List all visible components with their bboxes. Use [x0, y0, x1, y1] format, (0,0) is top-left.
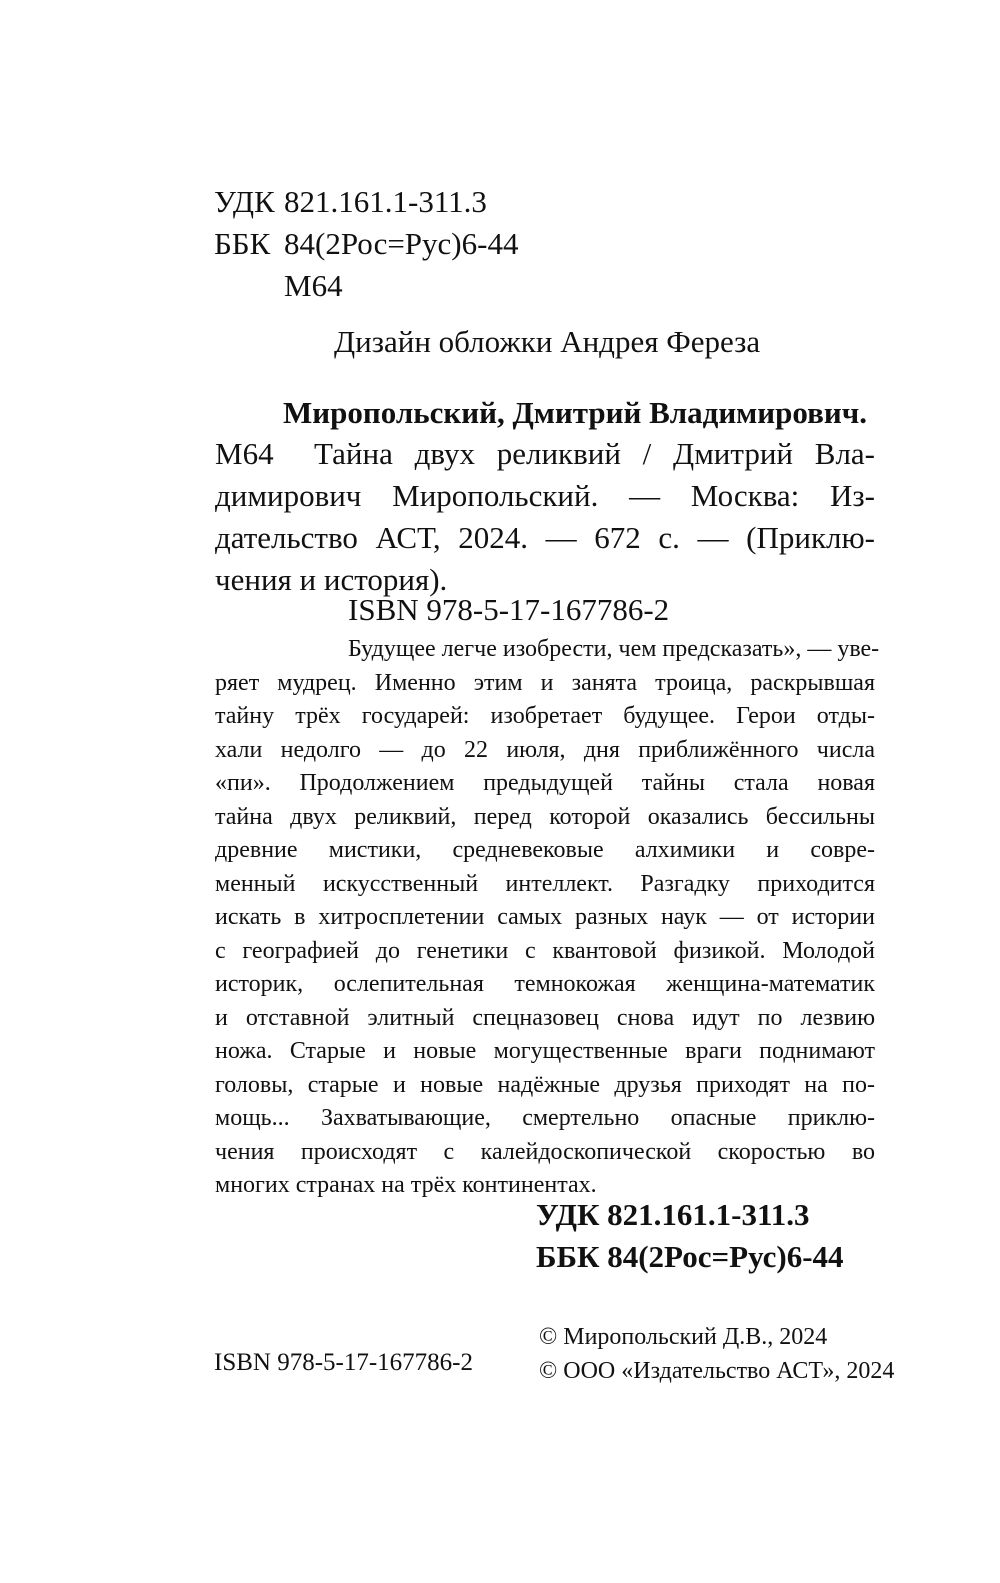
author-mark-row [214, 265, 518, 307]
author-mark: М64 [215, 436, 274, 471]
bbk-value: 84(2Рос=Рус)6-44 [284, 226, 519, 261]
annotation-line: ряет мудрец. Именно этим и занята троица, раскрывшая [215, 669, 875, 696]
annotation-line: с географией до генетики с квантовой физикой. Молодой [215, 937, 875, 964]
copyright-publisher: © ООО «Издательство АСТ», 2024 [539, 1358, 895, 1384]
author-heading: Миропольский, Дмитрий Владимирович. [283, 395, 867, 430]
annotation-line: менный искусственный интеллект. Разгадку приходится [215, 870, 875, 897]
annotation-line: головы, старые и новые надёжные друзья приходят на по- [215, 1071, 875, 1098]
udk-bottom: УДК 821.161.1-311.3 [536, 1197, 810, 1232]
annotation-line: Будущее легче изобрести, чем предсказать», — уве- [348, 636, 880, 662]
udk-label: УДК [214, 184, 275, 219]
annotation-line: тайна двух реликвий, перед которой оказались бессильны [215, 803, 875, 830]
udk-value: 821.161.1-311.3 [284, 184, 487, 219]
isbn-main: ISBN 978-5-17-167786-2 [348, 592, 670, 627]
author-mark-top: М64 [284, 268, 343, 303]
classification-codes-top [214, 181, 518, 307]
bbk-row [214, 223, 518, 265]
annotation-line: тайну трёх государей: изобретает будущее. Герои отды- [215, 703, 875, 729]
annotation-line: мощь... Захватывающие, смертельно опасные приклю- [215, 1105, 875, 1131]
copyright-block [539, 1320, 894, 1388]
annotation-line: «пи». Продолжением предыдущей тайны стала новая [215, 770, 875, 796]
annotation-line: ножа. Старые и новые могущественные враги поднимают [215, 1038, 875, 1064]
classification-codes-bottom [536, 1194, 844, 1278]
cover-design-credit: Дизайн обложки Андрея Фереза [334, 324, 761, 359]
annotation-line: чения происходят с калейдоскопической скоростью во [215, 1138, 875, 1165]
copyright-author: © Миропольский Д.В., 2024 [539, 1324, 828, 1350]
annotation-line: историк, ослепительная темнокожая женщина-математик [215, 971, 875, 997]
biblio-line: Тайна двух реликвий / Дмитрий Вла- [314, 436, 875, 471]
annotation-line: многих странах на трёх континентах. [215, 1172, 597, 1198]
bbk-bottom: ББК 84(2Рос=Рус)6-44 [536, 1239, 844, 1274]
biblio-line: чения и история). [215, 562, 448, 597]
biblio-line: дательство АСТ, 2024. — 672 с. — (Приклю- [215, 520, 875, 555]
udk-row [214, 181, 518, 223]
isbn-footer: ISBN 978-5-17-167786-2 [214, 1349, 474, 1376]
annotation-line: хали недолго — до 22 июля, дня приближённого числа [215, 736, 875, 763]
annotation-line: искать в хитросплетении самых разных наук — от истории [215, 904, 875, 930]
biblio-line: димирович Миропольский. — Москва: Из- [215, 478, 875, 513]
bbk-label: ББК [214, 226, 271, 261]
annotation-line: и отставной элитный спецназовец снова идут по лезвию [215, 1004, 875, 1031]
annotation-line: древние мистики, средневековые алхимики и совре- [215, 837, 875, 863]
